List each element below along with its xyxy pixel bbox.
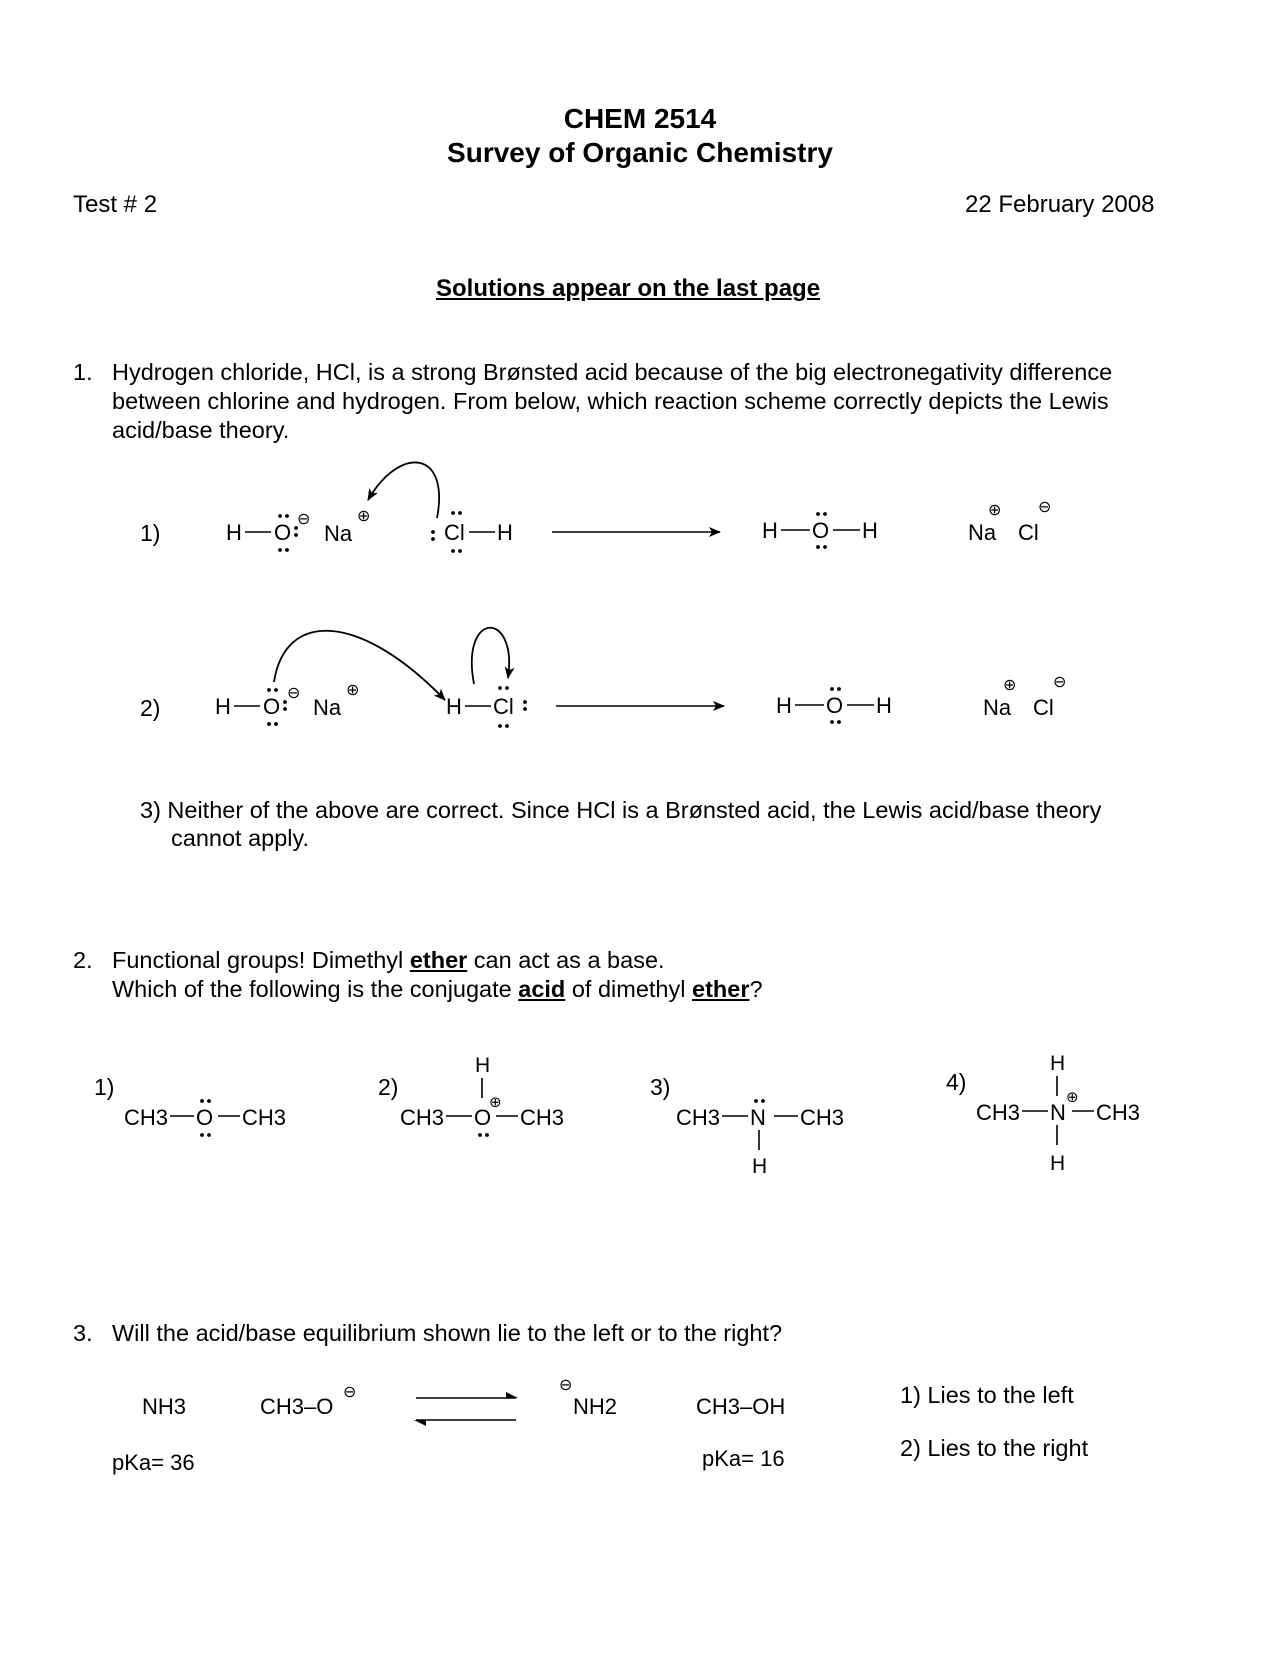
- q2-option1-label: 1): [94, 1074, 115, 1100]
- q1-line3: acid/base theory.: [112, 417, 290, 443]
- svg-text:H: H: [446, 694, 462, 719]
- q3-methoxide: CH3–O: [260, 1394, 334, 1419]
- q2-option4-dimethylammonium: [976, 1052, 1140, 1175]
- svg-text:Na: Na: [324, 521, 353, 546]
- svg-text:⊖: ⊖: [287, 685, 301, 702]
- q3-answer2: 2) Lies to the right: [900, 1435, 1089, 1461]
- q2-option1-dimethyl-ether: [124, 1099, 286, 1137]
- q3-methanol: CH3–OH: [696, 1394, 786, 1419]
- svg-text:H: H: [776, 693, 792, 718]
- svg-text:N: N: [1050, 1100, 1066, 1125]
- q2-line2: Which of the following is the conjugate acid of dimethyl ether?: [112, 976, 763, 1002]
- scheme2-sodium: [313, 682, 359, 720]
- q1-option3-line1: 3) Neither of the above are correct. Since HCl is a Brønsted acid, the Lewis acid/base theory: [140, 797, 1102, 823]
- q3-pka-left: pKa= 36: [112, 1450, 195, 1475]
- q1-line2: between chlorine and hydrogen. From below, which reaction scheme correctly depicts the Lewis: [112, 388, 1109, 414]
- svg-text:⊕: ⊕: [357, 508, 371, 525]
- svg-text:O: O: [274, 520, 292, 545]
- q2-number: 2.: [73, 947, 93, 973]
- svg-text:O: O: [196, 1105, 214, 1130]
- svg-text:H: H: [215, 694, 231, 719]
- scheme1-hcl: [431, 511, 513, 553]
- scheme1-water: [762, 512, 878, 549]
- q1-line1: Hydrogen chloride, HCl, is a strong Brønsted acid because of the big electronegativity difference: [112, 359, 1113, 385]
- svg-text:CH3: CH3: [800, 1105, 845, 1130]
- scheme2-curved-arrow-b: [472, 628, 509, 684]
- svg-text:⊕: ⊕: [489, 1094, 502, 1111]
- svg-text:O: O: [812, 518, 830, 543]
- q3-pka-right: pKa= 16: [702, 1446, 785, 1471]
- svg-text:⊖: ⊖: [1053, 674, 1067, 691]
- q1-option3-line2: cannot apply.: [171, 825, 310, 851]
- svg-text:Cl: Cl: [444, 520, 465, 545]
- svg-text:H: H: [475, 1054, 491, 1077]
- svg-text:H: H: [1050, 1052, 1066, 1075]
- svg-text:H: H: [497, 520, 513, 545]
- q3-amide-charge: ⊖: [559, 1377, 573, 1394]
- q3-answer1: 1) Lies to the left: [900, 1382, 1074, 1408]
- q2-structures: [0, 1040, 1280, 1200]
- svg-text:H: H: [226, 520, 242, 545]
- svg-text:O: O: [826, 693, 844, 718]
- svg-text:⊖: ⊖: [1038, 499, 1052, 516]
- svg-text:CH3: CH3: [242, 1105, 287, 1130]
- q1-option2-label: 2): [140, 695, 161, 721]
- svg-text:Cl: Cl: [493, 694, 514, 719]
- svg-text:CH3: CH3: [1096, 1100, 1141, 1125]
- q2-option3-label: 3): [650, 1074, 671, 1100]
- scheme2-hydroxide: [215, 685, 300, 726]
- svg-text:CH3: CH3: [976, 1100, 1021, 1125]
- scheme1-hydroxide: [226, 511, 310, 552]
- svg-text:O: O: [474, 1105, 492, 1130]
- svg-text:Cl: Cl: [1033, 695, 1054, 720]
- scheme1-curved-arrow: [368, 462, 439, 518]
- scheme1-sodium: [324, 508, 370, 546]
- svg-text:CH3: CH3: [520, 1105, 565, 1130]
- svg-text:N: N: [750, 1105, 766, 1130]
- scheme2-hcl: [446, 686, 527, 728]
- course-code: CHEM 2514: [563, 103, 717, 134]
- q2-option3-dimethylamine: [676, 1099, 844, 1178]
- q3-question: Will the acid/base equilibrium shown lie to the left or to the right?: [112, 1320, 783, 1346]
- test-date: 22 February 2008: [965, 191, 1155, 218]
- q3-equilibrium-arrows: [414, 1392, 518, 1426]
- scheme2-water: [776, 687, 892, 724]
- svg-text:⊖: ⊖: [297, 511, 311, 528]
- q3-amide: NH2: [573, 1394, 618, 1419]
- svg-text:CH3: CH3: [124, 1105, 169, 1130]
- svg-text:Cl: Cl: [1018, 520, 1039, 545]
- svg-text:H: H: [752, 1155, 768, 1178]
- q2-line1: Functional groups! Dimethyl ether can act as a base.: [112, 947, 665, 973]
- svg-text:⊕: ⊕: [1003, 677, 1017, 694]
- svg-text:⊕: ⊕: [1066, 1089, 1079, 1106]
- svg-text:H: H: [876, 693, 892, 718]
- scheme1-nacl: [968, 499, 1051, 545]
- svg-text:Na: Na: [313, 695, 342, 720]
- svg-text:CH3: CH3: [676, 1105, 721, 1130]
- svg-text:H: H: [862, 518, 878, 543]
- solutions-note: Solutions appear on the last page: [436, 275, 821, 302]
- svg-text:⊕: ⊕: [988, 502, 1002, 519]
- svg-text:⊕: ⊕: [346, 682, 360, 699]
- q3-number: 3.: [73, 1320, 93, 1346]
- svg-text:Na: Na: [983, 695, 1012, 720]
- svg-text:Na: Na: [968, 520, 997, 545]
- q3-ammonia: NH3: [142, 1394, 187, 1419]
- q3-methoxide-charge: ⊖: [343, 1384, 357, 1401]
- q2-option2-label: 2): [378, 1074, 399, 1100]
- test-number: Test # 2: [73, 191, 158, 218]
- course-title: Survey of Organic Chemistry: [447, 137, 833, 168]
- q1-number: 1.: [73, 359, 93, 385]
- svg-text:H: H: [762, 518, 778, 543]
- q1-option1-label: 1): [140, 520, 161, 546]
- q3-equilibrium: [0, 1370, 1280, 1490]
- scheme2-nacl: [983, 674, 1066, 720]
- q2-option2-protonated-ether: [400, 1054, 564, 1137]
- svg-text:CH3: CH3: [400, 1105, 445, 1130]
- q1-reaction-schemes: [0, 440, 1280, 770]
- svg-text:H: H: [1050, 1152, 1066, 1175]
- q2-option4-label: 4): [946, 1069, 967, 1095]
- svg-text:O: O: [263, 694, 281, 719]
